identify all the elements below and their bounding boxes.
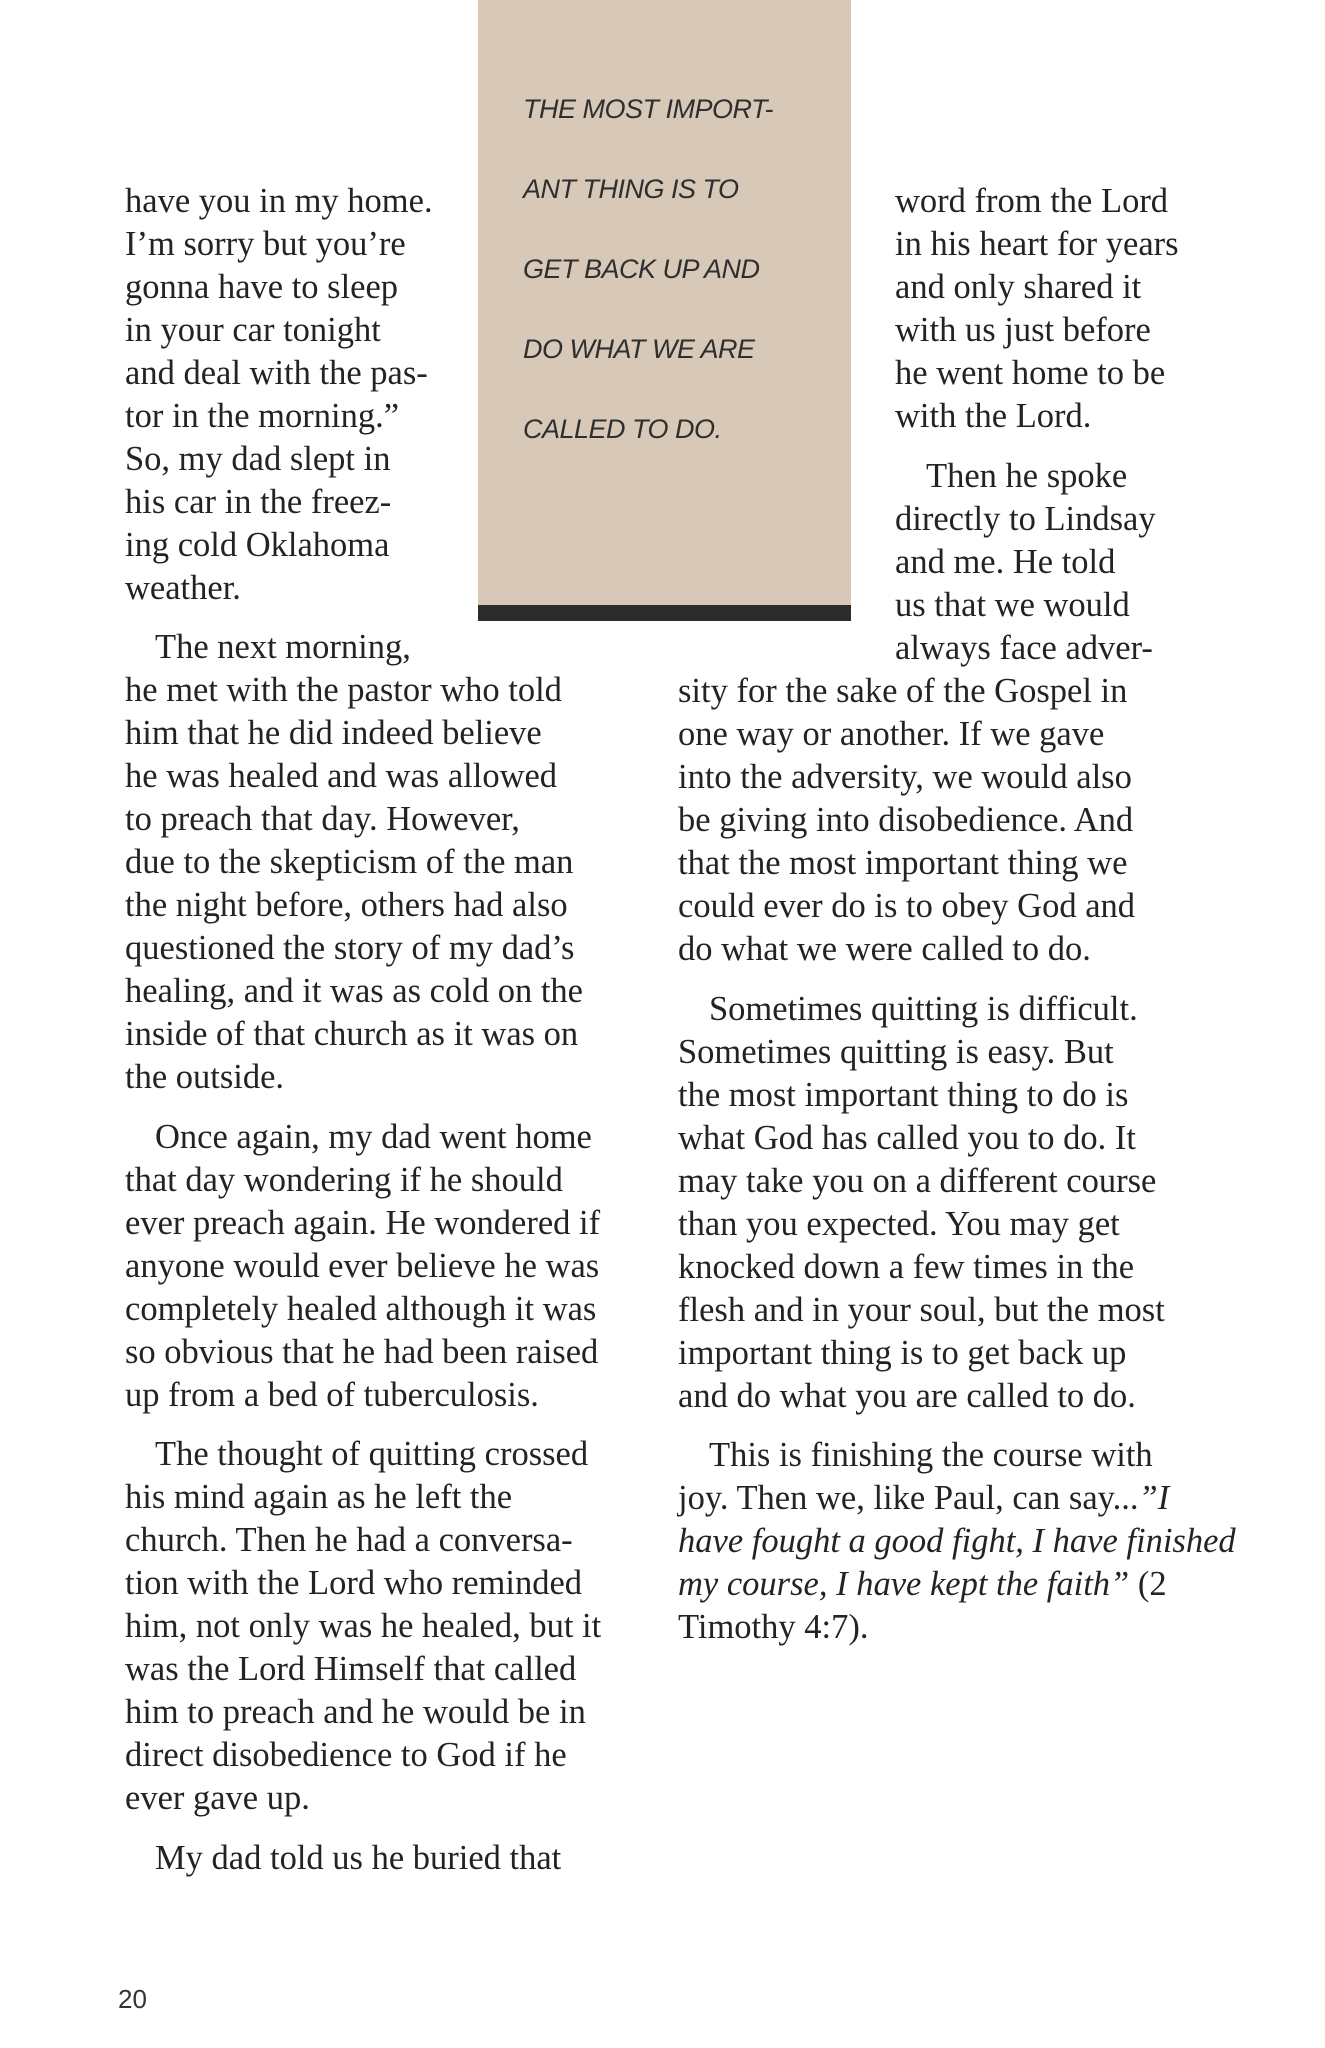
citation-text: Timothy 4:7). [678, 1608, 869, 1646]
text-line: than you expected. You may get [678, 1205, 1120, 1243]
page-number: 20 [118, 1984, 147, 2014]
text-line: Once again, my dad went home [155, 1118, 592, 1156]
text-line: word from the Lord [895, 182, 1169, 220]
text-line: important thing is to get back up [678, 1334, 1127, 1372]
text-line: was the Lord Himself that called [125, 1650, 577, 1688]
text-line: tor in the morning.” [125, 397, 400, 435]
text-line: The next morning, [155, 628, 411, 666]
text-line: in your car tonight [125, 311, 381, 349]
text-line: So, my dad slept in [125, 440, 391, 478]
text-line: This is finishing the course with [709, 1436, 1153, 1474]
text-line: directly to Lindsay [895, 500, 1156, 538]
text-line: the night before, others had also [125, 886, 568, 924]
pull-quote-box [478, 0, 851, 605]
pull-quote-line: THE MOST IMPORT- [523, 94, 774, 124]
text-line: Sometimes quitting is difficult. [709, 990, 1138, 1028]
scripture-quote-open: ”I [1138, 1479, 1170, 1517]
text-line: the most important thing to do is [678, 1076, 1129, 1114]
text-line: questioned the story of my dad’s [125, 929, 575, 967]
text-line: and do what you are called to do. [678, 1377, 1136, 1415]
text-line: with us just before [895, 311, 1151, 349]
scripture-quote-line: have fought a good fight, I have finished [678, 1522, 1236, 1560]
text-line: in his heart for years [895, 225, 1179, 263]
text-line: healing, and it was as cold on the [125, 972, 583, 1010]
text-line: him to preach and he would be in [125, 1693, 586, 1731]
text-line: do what we were called to do. [678, 930, 1091, 968]
text-line: one way or another. If we gave [678, 715, 1105, 753]
text-line: ever preach again. He wondered if [125, 1204, 601, 1242]
text-line: Sometimes quitting is easy. But [678, 1033, 1114, 1071]
text-line: My dad told us he buried that [155, 1839, 562, 1877]
text-line: so obvious that he had been raised [125, 1333, 599, 1371]
text-line: he went home to be [895, 354, 1166, 392]
text-line: knocked down a few times in the [678, 1248, 1135, 1286]
text-line: and only shared it [895, 268, 1142, 306]
text-line: him, not only was he healed, but it [125, 1607, 602, 1645]
text-line: direct disobedience to God if he [125, 1736, 567, 1774]
text-line: sity for the sake of the Gospel in [678, 672, 1128, 710]
pull-quote-line: CALLED TO DO. [523, 414, 722, 444]
text-line: that the most important thing we [678, 844, 1128, 882]
text-line: us that we would [895, 586, 1130, 624]
text-line [678, 1476, 1169, 1520]
text-line: he met with the pastor who told [125, 671, 562, 709]
text-line: be giving into disobedience. And [678, 801, 1134, 839]
text-line: anyone would ever believe he was [125, 1247, 600, 1285]
text-line: I’m sorry but you’re [125, 225, 406, 263]
pull-quote-line: DO WHAT WE ARE [523, 334, 755, 364]
text-line: have you in my home. [125, 182, 433, 220]
text-line: Then he spoke [926, 457, 1128, 495]
pull-quote-line: GET BACK UP AND [523, 254, 760, 284]
text-line: to preach that day. However, [125, 800, 520, 838]
text-line: that day wondering if he should [125, 1161, 563, 1199]
text-line: could ever do is to obey God and [678, 887, 1136, 925]
text-line: weather. [125, 569, 241, 607]
text-line: due to the skepticism of the man [125, 843, 574, 881]
pull-quote-line: ANT THING IS TO [523, 174, 739, 204]
text-line: his car in the freez- [125, 483, 392, 521]
text-line: and deal with the pas- [125, 354, 428, 392]
text-line: up from a bed of tuberculosis. [125, 1376, 539, 1414]
text-line: into the adversity, we would also [678, 758, 1132, 796]
text-line: may take you on a different course [678, 1162, 1157, 1200]
text-line: church. Then he had a conversa- [125, 1521, 573, 1559]
pull-quote-bar [478, 605, 851, 621]
text-line: flesh and in your soul, but the most [678, 1291, 1165, 1329]
text-line: always face adver- [895, 629, 1153, 667]
text-line: ing cold Oklahoma [125, 526, 390, 564]
text-run: joy. Then we, like Paul, can say... [678, 1479, 1139, 1517]
text-line: completely healed although it was [125, 1290, 597, 1328]
text-line: he was healed and was allowed [125, 757, 558, 795]
text-line: with the Lord. [895, 397, 1092, 435]
text-line: his mind again as he left the [125, 1478, 513, 1516]
text-line: what God has called you to do. It [678, 1119, 1136, 1157]
text-line: tion with the Lord who reminded [125, 1564, 583, 1602]
text-line: inside of that church as it was on [125, 1015, 579, 1053]
scripture-quote-line: my course, I have kept the faith” [678, 1565, 1130, 1603]
text-line: ever gave up. [125, 1779, 310, 1817]
citation-text: (2 [1137, 1565, 1167, 1603]
text-line [678, 1562, 1167, 1606]
text-line: and me. He told [895, 543, 1116, 581]
text-line: him that he did indeed believe [125, 714, 542, 752]
text-line: gonna have to sleep [125, 268, 399, 306]
text-line: the outside. [125, 1058, 285, 1096]
text-line: The thought of quitting crossed [155, 1435, 589, 1473]
